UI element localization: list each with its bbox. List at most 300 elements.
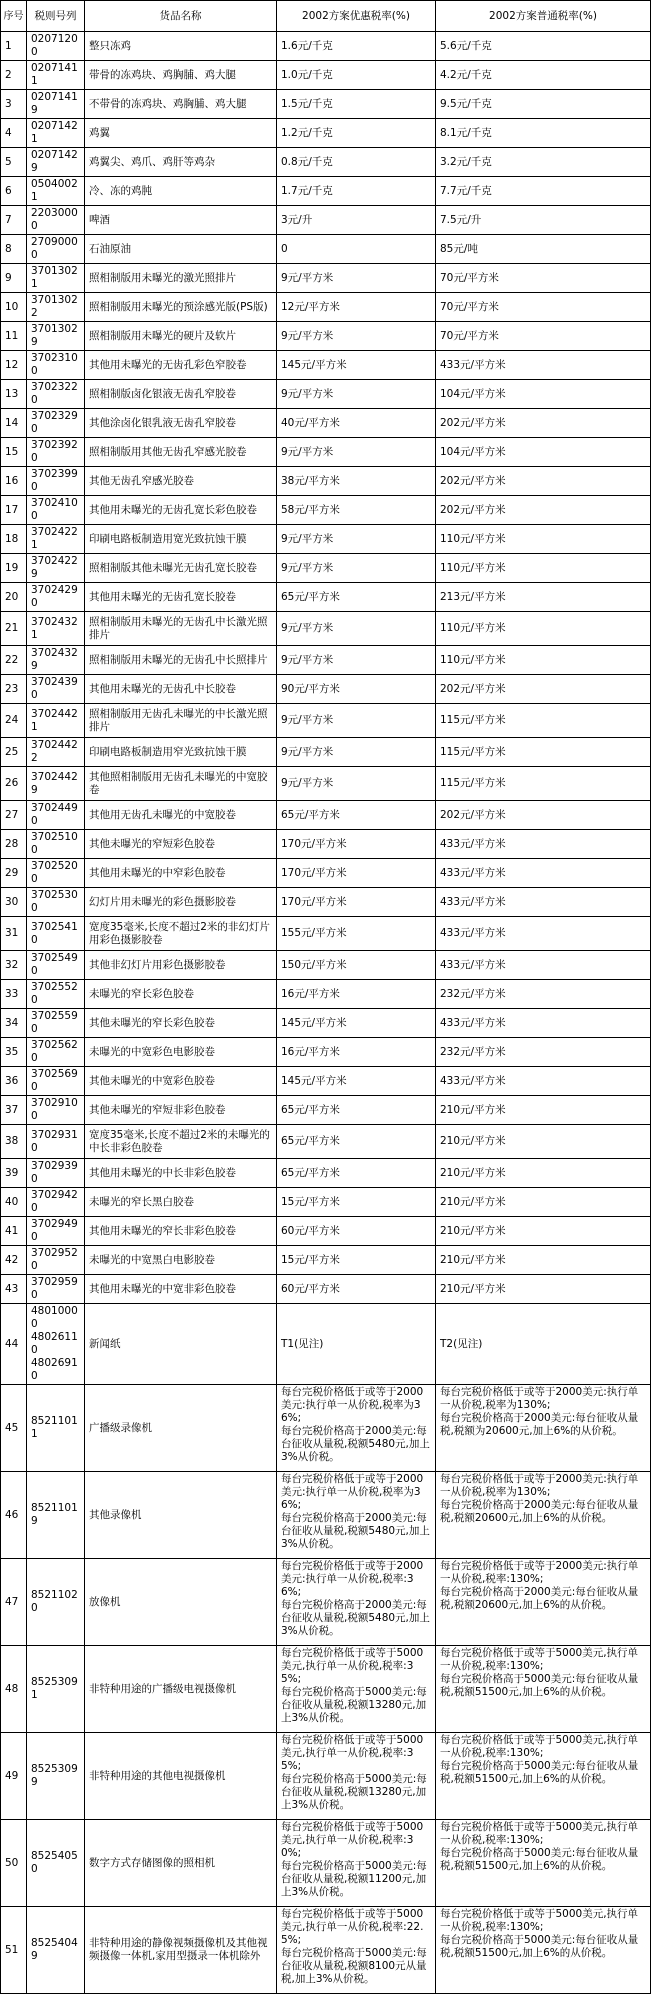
- preferential-rate: 150元/平方米: [277, 951, 436, 980]
- goods-name: 其他用未曝光的中长非彩色胶卷: [85, 1159, 277, 1188]
- preferential-rate: 60元/平方米: [277, 1217, 436, 1246]
- preferential-rate: 每台完税价格低于或等于2000美元:执行单一从价税,税率为36%; 每台完税价格高于2000美元:每台征收从量税,税额5480元,加上3%从价税。: [277, 1472, 436, 1559]
- tariff-code: 37024290: [27, 583, 85, 612]
- row-number: 1: [1, 32, 27, 61]
- row-number: 36: [1, 1067, 27, 1096]
- preferential-rate: 38元/平方米: [277, 467, 436, 496]
- table-row: [1, 496, 651, 525]
- general-rate: 每台完税价格低于或等于2000美元:执行单一从价税,税率为130%; 每台完税价格高于2000美元:每台征收从量税,税额20600元,加上6%的从价税。: [436, 1472, 651, 1559]
- general-rate: 202元/平方米: [436, 675, 651, 704]
- row-number: 44: [1, 1304, 27, 1385]
- preferential-rate: 65元/平方米: [277, 1159, 436, 1188]
- preferential-rate: 65元/平方米: [277, 583, 436, 612]
- table-row: [1, 1159, 651, 1188]
- goods-name: 其他照相制版用无齿孔未曝光的中宽胶卷: [85, 767, 277, 801]
- row-number: 14: [1, 409, 27, 438]
- table-row: [1, 767, 651, 801]
- general-rate: 70元/平方米: [436, 264, 651, 293]
- general-rate: 210元/平方米: [436, 1125, 651, 1159]
- row-number: 7: [1, 206, 27, 235]
- general-rate: 433元/平方米: [436, 830, 651, 859]
- preferential-rate: 145元/平方米: [277, 1067, 436, 1096]
- row-number: 43: [1, 1275, 27, 1304]
- tariff-code: 02071411: [27, 61, 85, 90]
- goods-name: 其他涂卤化银乳液无齿孔窄胶卷: [85, 409, 277, 438]
- tariff-code: 37024329: [27, 646, 85, 675]
- preferential-rate: 9元/平方米: [277, 380, 436, 409]
- tariff-code: 37025620: [27, 1038, 85, 1067]
- general-rate: 110元/平方米: [436, 612, 651, 646]
- tariff-code: 37025100: [27, 830, 85, 859]
- tariff-code: 37023990: [27, 467, 85, 496]
- table-row: [1, 1385, 651, 1472]
- general-rate: 232元/平方米: [436, 1038, 651, 1067]
- general-rate: 每台完税价格低于或等于5000美元,执行单一从价税,税率:130%; 每台完税价格高于5000美元:每台征收从量税,税额51500元,加上6%的从价税。: [436, 1907, 651, 1994]
- row-number: 38: [1, 1125, 27, 1159]
- table-row: [1, 264, 651, 293]
- goods-name: 未曝光的窄长彩色胶卷: [85, 980, 277, 1009]
- tariff-code: 85211019: [27, 1472, 85, 1559]
- preferential-rate: 9元/平方米: [277, 554, 436, 583]
- preferential-rate: 9元/平方米: [277, 767, 436, 801]
- tariff-code: 22030000: [27, 206, 85, 235]
- preferential-rate: 每台完税价格低于或等于5000美元,执行单一从价税,税率:35%; 每台完税价格高于5000美元:每台征收从量税,税额13280元,加上3%从价税。: [277, 1733, 436, 1820]
- row-number: 45: [1, 1385, 27, 1472]
- tariff-code: 37029520: [27, 1246, 85, 1275]
- general-rate: 104元/平方米: [436, 438, 651, 467]
- table-row: [1, 1472, 651, 1559]
- goods-name: 印刷电路板制造用宽光致抗蚀干膜: [85, 525, 277, 554]
- table-row: [1, 554, 651, 583]
- table-row: [1, 148, 651, 177]
- general-rate: 210元/平方米: [436, 1246, 651, 1275]
- goods-name: 鸡翼: [85, 119, 277, 148]
- goods-name: 其他用未曝光的无齿孔宽长彩色胶卷: [85, 496, 277, 525]
- row-number: 30: [1, 888, 27, 917]
- preferential-rate: 每台完税价格低于或等于5000美元,执行单一从价税,税率:22.5%; 每台完税价格高于5000美元:每台征收从量税,税额8100元从量税,加上3%从价税。: [277, 1907, 436, 1994]
- general-rate: 110元/平方米: [436, 646, 651, 675]
- table-row: [1, 351, 651, 380]
- row-number: 9: [1, 264, 27, 293]
- row-number: 27: [1, 801, 27, 830]
- general-rate: 每台完税价格低于或等于5000美元,执行单一从价税,税率:130%; 每台完税价格高于5000美元:每台征收从量税,税额51500元,加上6%的从价税。: [436, 1733, 651, 1820]
- tariff-code: 37023100: [27, 351, 85, 380]
- table-row: [1, 612, 651, 646]
- goods-name: 其他录像机: [85, 1472, 277, 1559]
- goods-name: 其他用未曝光的中窄彩色胶卷: [85, 859, 277, 888]
- general-rate: 202元/平方米: [436, 801, 651, 830]
- table-row: [1, 583, 651, 612]
- tariff-code: 85253091: [27, 1646, 85, 1733]
- tariff-code: 27090000: [27, 235, 85, 264]
- general-rate: 210元/平方米: [436, 1159, 651, 1188]
- goods-name: 冷、冻的鸡肫: [85, 177, 277, 206]
- table-row: [1, 61, 651, 90]
- row-number: 34: [1, 1009, 27, 1038]
- general-rate: 433元/平方米: [436, 888, 651, 917]
- header-row: [1, 1, 651, 32]
- goods-name: 非特种用途的广播级电视摄像机: [85, 1646, 277, 1733]
- row-number: 28: [1, 830, 27, 859]
- goods-name: 其他非幻灯片用彩色摄影胶卷: [85, 951, 277, 980]
- preferential-rate: 1.7元/千克: [277, 177, 436, 206]
- table-row: [1, 1009, 651, 1038]
- row-number: 13: [1, 380, 27, 409]
- general-rate: 70元/平方米: [436, 293, 651, 322]
- general-rate: 115元/平方米: [436, 767, 651, 801]
- goods-name: 整只冻鸡: [85, 32, 277, 61]
- row-number: 15: [1, 438, 27, 467]
- goods-name: 其他用无齿孔未曝光的中宽胶卷: [85, 801, 277, 830]
- row-number: 46: [1, 1472, 27, 1559]
- row-number: 12: [1, 351, 27, 380]
- table-row: [1, 1096, 651, 1125]
- preferential-rate: 9元/平方米: [277, 264, 436, 293]
- row-number: 21: [1, 612, 27, 646]
- tariff-code: 02071419: [27, 90, 85, 119]
- general-rate: 210元/平方米: [436, 1188, 651, 1217]
- goods-name: 带骨的冻鸡块、鸡胸脯、鸡大腿: [85, 61, 277, 90]
- tariff-code: 37023290: [27, 409, 85, 438]
- preferential-rate: 9元/平方米: [277, 612, 436, 646]
- general-rate: 115元/平方米: [436, 704, 651, 738]
- row-number: 3: [1, 90, 27, 119]
- tariff-code: 85254050: [27, 1820, 85, 1907]
- general-rate: 70元/平方米: [436, 322, 651, 351]
- row-number: 18: [1, 525, 27, 554]
- tariff-code: 85211011: [27, 1385, 85, 1472]
- tariff-code: 37024229: [27, 554, 85, 583]
- table-row: [1, 1217, 651, 1246]
- row-number: 11: [1, 322, 27, 351]
- table-row: [1, 917, 651, 951]
- row-number: 26: [1, 767, 27, 801]
- goods-name: 照相制版卤化银液无齿孔窄胶卷: [85, 380, 277, 409]
- general-rate: 110元/平方米: [436, 525, 651, 554]
- preferential-rate: T1(见注): [277, 1304, 436, 1385]
- preferential-rate: 3元/升: [277, 206, 436, 235]
- goods-name: 新闻纸: [85, 1304, 277, 1385]
- goods-name: 照相制版用未曝光的硬片及软片: [85, 322, 277, 351]
- general-rate: 104元/平方米: [436, 380, 651, 409]
- row-number: 39: [1, 1159, 27, 1188]
- goods-name: 其他用未曝光的无齿孔宽长胶卷: [85, 583, 277, 612]
- general-rate: 115元/平方米: [436, 738, 651, 767]
- table-row: [1, 738, 651, 767]
- general-rate: 433元/平方米: [436, 351, 651, 380]
- row-number: 8: [1, 235, 27, 264]
- preferential-rate: 9元/平方米: [277, 646, 436, 675]
- goods-name: 放像机: [85, 1559, 277, 1646]
- table-row: [1, 1646, 651, 1733]
- tariff-code: 37024390: [27, 675, 85, 704]
- goods-name: 数字方式存储图像的照相机: [85, 1820, 277, 1907]
- table-row: [1, 206, 651, 235]
- goods-name: 照相制版用未曝光的预涂感光版(PS版): [85, 293, 277, 322]
- row-number: 24: [1, 704, 27, 738]
- general-rate: 433元/平方米: [436, 951, 651, 980]
- goods-name: 其他用未曝光的无齿孔彩色窄胶卷: [85, 351, 277, 380]
- tariff-code: 85253099: [27, 1733, 85, 1820]
- general-rate: 每台完税价格低于或等于5000美元,执行单一从价税,税率:130%; 每台完税价格高于5000美元:每台征收从量税,税额51500元,加上6%的从价税。: [436, 1820, 651, 1907]
- goods-name: 啤酒: [85, 206, 277, 235]
- row-number: 32: [1, 951, 27, 980]
- preferential-rate: 40元/平方米: [277, 409, 436, 438]
- preferential-rate: 170元/平方米: [277, 830, 436, 859]
- header-no: 序号: [1, 1, 27, 32]
- row-number: 33: [1, 980, 27, 1009]
- row-number: 29: [1, 859, 27, 888]
- preferential-rate: 145元/平方米: [277, 1009, 436, 1038]
- row-number: 16: [1, 467, 27, 496]
- row-number: 42: [1, 1246, 27, 1275]
- goods-name: 宽度35毫米,长度不超过2米的未曝光的中长非彩色胶卷: [85, 1125, 277, 1159]
- preferential-rate: 15元/平方米: [277, 1246, 436, 1275]
- tariff-code: 37024490: [27, 801, 85, 830]
- table-row: [1, 801, 651, 830]
- general-rate: 9.5元/千克: [436, 90, 651, 119]
- goods-name: 照相制版用未曝光的激光照排片: [85, 264, 277, 293]
- goods-name: 宽度35毫米,长度不超过2米的非幻灯片用彩色摄影胶卷: [85, 917, 277, 951]
- table-row: [1, 1733, 651, 1820]
- table-row: [1, 438, 651, 467]
- goods-name: 其他未曝光的中宽彩色胶卷: [85, 1067, 277, 1096]
- table-row: [1, 90, 651, 119]
- goods-name: 照相制版用其他无齿孔窄感光胶卷: [85, 438, 277, 467]
- goods-name: 幻灯片用未曝光的彩色摄影胶卷: [85, 888, 277, 917]
- tariff-code: 37024100: [27, 496, 85, 525]
- header-general-rate: 2002方案普通税率(%): [436, 1, 651, 32]
- preferential-rate: 16元/平方米: [277, 1038, 436, 1067]
- preferential-rate: 每台完税价格低于或等于2000美元:执行单一从价税,税率为36%; 每台完税价格高于2000美元:每台征收从量税,税额5480元,加上3%从价税。: [277, 1385, 436, 1472]
- header-name: 货品名称: [85, 1, 277, 32]
- preferential-rate: 每台完税价格低于或等于2000美元:执行单一从价税,税率:36%; 每台完税价格高于2000美元:每台征收从量税,税额5480元,加上3%从价税。: [277, 1559, 436, 1646]
- preferential-rate: 15元/平方米: [277, 1188, 436, 1217]
- preferential-rate: 1.6元/千克: [277, 32, 436, 61]
- tariff-code: 85211020: [27, 1559, 85, 1646]
- general-rate: 433元/平方米: [436, 1009, 651, 1038]
- goods-name: 不带骨的冻鸡块、鸡胸脯、鸡大腿: [85, 90, 277, 119]
- tariff-code: 37013029: [27, 322, 85, 351]
- table-row: [1, 1304, 651, 1385]
- preferential-rate: 0.8元/千克: [277, 148, 436, 177]
- preferential-rate: 9元/平方米: [277, 438, 436, 467]
- goods-name: 其他无齿孔窄感光胶卷: [85, 467, 277, 496]
- goods-name: 照相制版其他未曝光无齿孔宽长胶卷: [85, 554, 277, 583]
- table-row: [1, 177, 651, 206]
- general-rate: 210元/平方米: [436, 1096, 651, 1125]
- general-rate: 433元/平方米: [436, 917, 651, 951]
- table-row: [1, 704, 651, 738]
- goods-name: 其他未曝光的窄短非彩色胶卷: [85, 1096, 277, 1125]
- table-row: [1, 951, 651, 980]
- row-number: 2: [1, 61, 27, 90]
- tariff-code: 37024429: [27, 767, 85, 801]
- goods-name: 照相制版用未曝光的无齿孔中长照排片: [85, 646, 277, 675]
- preferential-rate: 0: [277, 235, 436, 264]
- general-rate: 每台完税价格低于或等于2000美元:执行单一从价税,税率:130%; 每台完税价格高于2000美元:每台征收从量税,税额20600元,加上6%的从价税。: [436, 1559, 651, 1646]
- row-number: 50: [1, 1820, 27, 1907]
- general-rate: 8.1元/千克: [436, 119, 651, 148]
- general-rate: T2(见注): [436, 1304, 651, 1385]
- tariff-code: 37029420: [27, 1188, 85, 1217]
- row-number: 25: [1, 738, 27, 767]
- preferential-rate: 145元/平方米: [277, 351, 436, 380]
- row-number: 10: [1, 293, 27, 322]
- row-number: 48: [1, 1646, 27, 1733]
- tariff-code: 37025590: [27, 1009, 85, 1038]
- general-rate: 每台完税价格低于或等于5000美元,执行单一从价税,税率:130%; 每台完税价格高于5000美元:每台征收从量税,税额51500元,加上6%的从价税。: [436, 1646, 651, 1733]
- tariff-code: 37025200: [27, 859, 85, 888]
- table-row: [1, 830, 651, 859]
- row-number: 51: [1, 1907, 27, 1994]
- row-number: 6: [1, 177, 27, 206]
- general-rate: 202元/平方米: [436, 409, 651, 438]
- preferential-rate: 9元/平方米: [277, 322, 436, 351]
- row-number: 35: [1, 1038, 27, 1067]
- table-row: [1, 235, 651, 264]
- header-code: 税则号列: [27, 1, 85, 32]
- table-row: [1, 1038, 651, 1067]
- preferential-rate: 每台完税价格低于或等于5000美元,执行单一从价税,税率:30%; 每台完税价格高于5000美元:每台征收从量税,税额11200元,加上3%从价税。: [277, 1820, 436, 1907]
- general-rate: 433元/平方米: [436, 859, 651, 888]
- row-number: 5: [1, 148, 27, 177]
- general-rate: 210元/平方米: [436, 1217, 651, 1246]
- general-rate: 7.7元/千克: [436, 177, 651, 206]
- general-rate: 202元/平方米: [436, 467, 651, 496]
- header-preferential-rate: 2002方案优惠税率(%): [277, 1, 436, 32]
- goods-name: 其他未曝光的窄长彩色胶卷: [85, 1009, 277, 1038]
- preferential-rate: 170元/平方米: [277, 859, 436, 888]
- goods-name: 非特种用途的静像视频摄像机及其他视频摄像一体机,家用型摄录一体机除外: [85, 1907, 277, 1994]
- row-number: 17: [1, 496, 27, 525]
- tariff-code: 37013021: [27, 264, 85, 293]
- preferential-rate: 1.2元/千克: [277, 119, 436, 148]
- row-number: 37: [1, 1096, 27, 1125]
- goods-name: 未曝光的窄长黑白胶卷: [85, 1188, 277, 1217]
- table-row: [1, 322, 651, 351]
- table-row: [1, 1067, 651, 1096]
- goods-name: 其他用未曝光的无齿孔中长胶卷: [85, 675, 277, 704]
- preferential-rate: 9元/平方米: [277, 738, 436, 767]
- goods-name: 未曝光的中宽黑白电影胶卷: [85, 1246, 277, 1275]
- table-row: [1, 119, 651, 148]
- tariff-code: 02071200: [27, 32, 85, 61]
- table-row: [1, 980, 651, 1009]
- general-rate: 5.6元/千克: [436, 32, 651, 61]
- table-row: [1, 409, 651, 438]
- tariff-code: 37029490: [27, 1217, 85, 1246]
- goods-name: 照相制版用未曝光的无齿孔中长激光照排片: [85, 612, 277, 646]
- general-rate: 202元/平方米: [436, 496, 651, 525]
- tariff-code: 37029390: [27, 1159, 85, 1188]
- preferential-rate: 60元/平方米: [277, 1275, 436, 1304]
- tariff-code: 02071421: [27, 119, 85, 148]
- preferential-rate: 170元/平方米: [277, 888, 436, 917]
- general-rate: 110元/平方米: [436, 554, 651, 583]
- tariff-code: 37023920: [27, 438, 85, 467]
- goods-name: 照相制版用无齿孔未曝光的中长激光照排片: [85, 704, 277, 738]
- tariff-code: 02071429: [27, 148, 85, 177]
- tariff-code: 37023220: [27, 380, 85, 409]
- row-number: 49: [1, 1733, 27, 1820]
- preferential-rate: 65元/平方米: [277, 1096, 436, 1125]
- row-number: 47: [1, 1559, 27, 1646]
- table-row: [1, 380, 651, 409]
- preferential-rate: 1.0元/千克: [277, 61, 436, 90]
- table-row: [1, 675, 651, 704]
- row-number: 41: [1, 1217, 27, 1246]
- preferential-rate: 每台完税价格低于或等于5000美元,执行单一从价税,税率:35%; 每台完税价格高于5000美元:每台征收从量税,税额13280元,加上3%从价税。: [277, 1646, 436, 1733]
- table-row: [1, 1246, 651, 1275]
- tariff-code: 37025690: [27, 1067, 85, 1096]
- table-row: [1, 888, 651, 917]
- general-rate: 232元/平方米: [436, 980, 651, 1009]
- table-row: [1, 859, 651, 888]
- row-number: 23: [1, 675, 27, 704]
- row-number: 22: [1, 646, 27, 675]
- table-row: [1, 32, 651, 61]
- table-row: [1, 467, 651, 496]
- preferential-rate: 9元/平方米: [277, 525, 436, 554]
- tariff-code: 48010000 48026110 48026910: [27, 1304, 85, 1385]
- tariff-code: 85254049: [27, 1907, 85, 1994]
- tariff-code: 37024321: [27, 612, 85, 646]
- tariff-code: 37029310: [27, 1125, 85, 1159]
- goods-name: 其他未曝光的窄短彩色胶卷: [85, 830, 277, 859]
- preferential-rate: 12元/平方米: [277, 293, 436, 322]
- general-rate: 210元/平方米: [436, 1275, 651, 1304]
- goods-name: 印刷电路板制造用窄光致抗蚀干膜: [85, 738, 277, 767]
- general-rate: 7.5元/升: [436, 206, 651, 235]
- row-number: 4: [1, 119, 27, 148]
- table-row: [1, 293, 651, 322]
- tariff-code: 37024421: [27, 704, 85, 738]
- preferential-rate: 90元/平方米: [277, 675, 436, 704]
- goods-name: 石油原油: [85, 235, 277, 264]
- goods-name: 广播级录像机: [85, 1385, 277, 1472]
- goods-name: 非特种用途的其他电视摄像机: [85, 1733, 277, 1820]
- tariff-code: 37025520: [27, 980, 85, 1009]
- row-number: 19: [1, 554, 27, 583]
- table-row: [1, 1559, 651, 1646]
- table-row: [1, 1188, 651, 1217]
- tariff-code: 37024221: [27, 525, 85, 554]
- preferential-rate: 65元/平方米: [277, 1125, 436, 1159]
- general-rate: 433元/平方米: [436, 1067, 651, 1096]
- tariff-code: 37029590: [27, 1275, 85, 1304]
- tariff-code: 37013022: [27, 293, 85, 322]
- table-row: [1, 646, 651, 675]
- table-row: [1, 1907, 651, 1994]
- general-rate: 3.2元/千克: [436, 148, 651, 177]
- general-rate: 213元/平方米: [436, 583, 651, 612]
- tariff-code: 37024422: [27, 738, 85, 767]
- goods-name: 未曝光的中宽彩色电影胶卷: [85, 1038, 277, 1067]
- table-row: [1, 1275, 651, 1304]
- row-number: 31: [1, 917, 27, 951]
- table-row: [1, 525, 651, 554]
- row-number: 40: [1, 1188, 27, 1217]
- general-rate: 4.2元/千克: [436, 61, 651, 90]
- table-row: [1, 1125, 651, 1159]
- tariff-code: 05040021: [27, 177, 85, 206]
- general-rate: 85元/吨: [436, 235, 651, 264]
- goods-name: 其他用未曝光的窄长非彩色胶卷: [85, 1217, 277, 1246]
- row-number: 20: [1, 583, 27, 612]
- preferential-rate: 16元/平方米: [277, 980, 436, 1009]
- goods-name: 其他用未曝光的中宽非彩色胶卷: [85, 1275, 277, 1304]
